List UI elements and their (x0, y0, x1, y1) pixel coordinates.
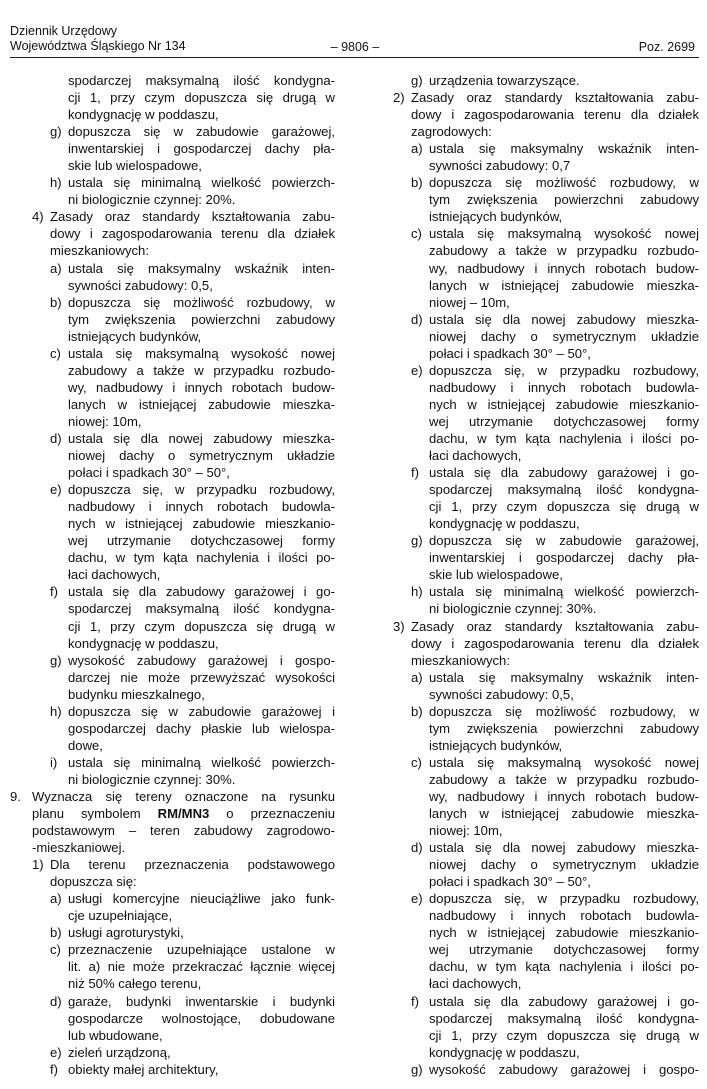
line-text: tym zwiększenia powierzchni zabudowy (68, 311, 335, 327)
line-text: nadbudowy i innych robotach budowla- (68, 499, 335, 515)
text-line (10, 413, 335, 430)
text-line (10, 362, 335, 379)
line-text: wy, nadbudowy i innych robotach budow- (68, 379, 335, 395)
line-text: mieszkaniowych: (50, 243, 149, 259)
text-line (393, 652, 699, 669)
line-text: cji 1, przy czym dopuszcza się drugą w (429, 499, 699, 515)
line-text: wysokość zabudowy garażowej i gospo- (429, 1061, 699, 1077)
line-text: usługi agroturystyki, (68, 925, 184, 941)
list-marker: b) (50, 294, 62, 310)
line-text: zieleń urządzoną, (68, 1044, 171, 1060)
line-text: obiekty małej architektury, (68, 1061, 219, 1077)
text-line (393, 1010, 699, 1027)
text-line (10, 720, 335, 737)
text-line (393, 515, 699, 532)
line-text: łaci dachowych, (429, 448, 522, 464)
list-marker: c) (50, 942, 61, 958)
line-text: inwentarskiej i gospodarczej dachy pła- (429, 550, 699, 566)
line-text: ustala się maksymalną wysokość nowej (68, 345, 335, 361)
text-line (393, 174, 699, 191)
list-marker: 3) (393, 618, 405, 634)
line-text: ni biologicznie czynnej: 20%. (68, 192, 236, 208)
text-line (10, 515, 335, 532)
list-marker: e) (411, 891, 423, 907)
line-text: usługi komercyjne nieuciążliwe jako funk- (68, 891, 335, 907)
line-text: połaci i spadkach 30° – 50°, (68, 465, 230, 481)
line-text: skie lub wielospadowe, (68, 158, 202, 174)
list-marker: 9. (10, 788, 21, 804)
list-marker: f) (50, 1061, 58, 1077)
text-line (393, 669, 699, 686)
line-text: zabudowy a także w przypadku rozbudo- (429, 243, 699, 259)
text-line (10, 703, 335, 720)
text-line (393, 498, 699, 515)
text-line (393, 703, 699, 720)
text-line (393, 1027, 699, 1044)
line-text: wej utrzymanie dotychczasowej formy (68, 533, 335, 549)
list-marker: g) (50, 652, 62, 668)
text-line (393, 430, 699, 447)
text-line (393, 975, 699, 992)
line-text: inwentarskiej i gospodarczej dachy pła- (68, 141, 335, 157)
journal-title: Dziennik Urzędowy (10, 24, 117, 38)
line-text: garaże, budynki inwentarskie i budynki (68, 993, 335, 1009)
line-text: wy, nadbudowy i innych robotach budow- (429, 260, 699, 276)
line-text: dachu, w tym kąta nachylenia i ilości po- (429, 959, 699, 975)
list-marker: a) (50, 260, 62, 276)
line-text: skie lub wielospadowe, (429, 567, 563, 583)
text-line (393, 294, 699, 311)
line-text: tym zwiększenia powierzchni zabudowy (429, 192, 699, 208)
line-text: ni biologicznie czynnej: 30%. (68, 771, 236, 787)
text-line (10, 1061, 335, 1078)
text-line (393, 1061, 699, 1078)
text-line (393, 379, 699, 396)
text-line (393, 89, 699, 106)
text-line (393, 191, 699, 208)
text-line (10, 140, 335, 157)
line-text: Wyznacza się tereny oznaczone na rysunku (32, 788, 335, 804)
right-column (393, 72, 699, 1078)
text-line (10, 89, 335, 106)
line-text: mieszkaniowych: (411, 652, 510, 668)
line-text: dachu, w tym kąta nachylenia i ilości po- (68, 550, 335, 566)
text-line (10, 328, 335, 345)
line-text: niowej – 10m, (429, 294, 510, 310)
text-line (10, 771, 335, 788)
line-text: ustala się dla zabudowy garażowej i go- (68, 584, 335, 600)
text-line (10, 754, 335, 771)
list-marker: c) (411, 754, 422, 770)
list-marker: e) (50, 482, 62, 498)
text-line (393, 583, 699, 600)
list-marker: g) (411, 73, 423, 88)
line-text: istniejących budynków, (429, 209, 563, 225)
text-line (10, 873, 335, 890)
text-line (10, 208, 335, 225)
line-text: połaci i spadkach 30° – 50°, (429, 345, 591, 361)
line-text: niż 50% całego terenu, (68, 976, 202, 992)
text-line (393, 277, 699, 294)
list-marker: d) (411, 840, 423, 856)
line-text: ustala się dla nowej zabudowy mieszka- (429, 311, 699, 327)
text-line (393, 72, 699, 89)
text-line (393, 123, 699, 140)
line-text: sywności zabudowy: 0,7 (429, 158, 571, 174)
list-marker: 2) (393, 90, 405, 106)
list-marker: d) (411, 311, 423, 327)
list-marker: d) (50, 430, 62, 446)
line-text: nadbudowy i innych robotach budowla- (429, 908, 699, 924)
line-text: urządzenia towarzyszące. (429, 73, 580, 88)
line-text: cji 1, przy czym dopuszcza się drugą w (429, 1027, 699, 1043)
line-text: kondygnację w poddaszu, (68, 635, 219, 651)
line-text: tym zwiększenia powierzchni zabudowy (429, 720, 699, 736)
list-marker: h) (411, 584, 423, 600)
text-line (393, 242, 699, 259)
text-line (10, 788, 335, 805)
text-line (10, 635, 335, 652)
text-line (10, 311, 335, 328)
line-text: niowej dachy o symetrycznym układzie (68, 448, 335, 464)
text-line (10, 225, 335, 242)
line-text: dopuszcza się: (50, 874, 137, 890)
text-line (10, 106, 335, 123)
text-line (393, 157, 699, 174)
text-line (10, 737, 335, 754)
text-line (393, 890, 699, 907)
list-marker: f) (411, 465, 419, 481)
line-text: nych w istniejącej zabudowie mieszkanio- (429, 925, 699, 941)
text-line (10, 532, 335, 549)
line-text: ustala się minimalną wielkość powierzch- (68, 754, 335, 770)
list-marker: h) (50, 175, 62, 191)
text-line (393, 225, 699, 242)
text-line (10, 993, 335, 1010)
text-line (10, 549, 335, 566)
text-line (393, 856, 699, 873)
text-line (10, 345, 335, 362)
line-text: dopuszcza się w zabudowie garażowej, (68, 124, 335, 140)
left-column (10, 72, 335, 1078)
line-text: cje uzupełniające, (68, 908, 173, 924)
text-line (10, 464, 335, 481)
line-text: gospodarczej dachy płaskie lub wielospa- (68, 720, 335, 736)
line-text: niowej: 10m, (68, 413, 142, 429)
line-text: wysokość zabudowy garażowej i gospo- (68, 652, 335, 668)
text-line (10, 583, 335, 600)
text-line (10, 123, 335, 140)
text-line (10, 890, 335, 907)
text-line (10, 157, 335, 174)
line-text: niowej dachy o symetrycznym układzie (429, 328, 699, 344)
text-line (10, 430, 335, 447)
text-line (393, 362, 699, 379)
list-marker: f) (50, 584, 58, 600)
list-marker: 1) (32, 857, 44, 873)
text-line (393, 1044, 699, 1061)
line-text: Dla terenu przeznaczenia podstawowego (50, 857, 335, 873)
journal-issue: Województwa Śląskiego Nr 134 (10, 39, 186, 53)
page-header (0, 0, 707, 62)
line-text: dopuszcza się możliwość rozbudowy, w (68, 294, 335, 310)
text-line (10, 1010, 335, 1027)
text-line (10, 958, 335, 975)
text-line (393, 771, 699, 788)
line-text: cji 1, przy czym dopuszcza się drugą w (68, 90, 335, 106)
text-line (10, 839, 335, 856)
text-line (393, 754, 699, 771)
line-text: ni biologicznie czynnej: 30%. (429, 601, 597, 617)
line-text: Zasady oraz standardy kształtowania zabu- (50, 209, 335, 225)
line-text: dowe, (68, 737, 103, 753)
line-text: łaci dachowych, (429, 976, 522, 992)
text-line (393, 464, 699, 481)
text-line (10, 191, 335, 208)
text-line (393, 686, 699, 703)
text-line (10, 805, 335, 822)
line-text: sywności zabudowy: 0,5, (68, 277, 213, 293)
text-line (393, 396, 699, 413)
line-text: dowy i zagospodarowania terenu dla działek (50, 226, 335, 242)
line-text: sywności zabudowy: 0,5, (429, 686, 574, 702)
line-text: ustala się maksymalny wskaźnik inten- (429, 669, 699, 685)
line-text: dachu, w tym kąta nachylenia i ilości po- (429, 430, 699, 446)
text-line (393, 924, 699, 941)
line-text: przeznaczenie uzupełniające ustalone w (68, 942, 335, 958)
line-text: cji 1, przy czym dopuszcza się drugą w (68, 618, 335, 634)
line-text: budynku mieszkalnego, (68, 686, 205, 702)
plan-symbol: RM/MN3 (157, 806, 210, 822)
text-line (393, 720, 699, 737)
line-text: spodarczej maksymalną ilość kondygna- (68, 73, 335, 88)
line-text: niowej: 10m, (429, 823, 503, 839)
line-text: kondygnację w poddaszu, (68, 107, 219, 123)
line-text: Zasady oraz standardy kształtowania zabu- (411, 618, 699, 634)
text-line (393, 993, 699, 1010)
line-text-part: o przeznaczeniu (209, 806, 335, 822)
line-text: lit. a) nie może przekraczać łącznie więcej (68, 959, 335, 975)
line-text: Zasady oraz standardy kształtowania zabu- (411, 90, 699, 106)
text-line (393, 106, 699, 123)
line-text: kondygnację w poddaszu, (429, 516, 580, 532)
line-text: ustala się maksymalną wysokość nowej (429, 226, 699, 242)
list-marker: i) (50, 754, 58, 770)
text-line (393, 941, 699, 958)
line-text: dopuszcza się, w przypadku rozbudowy, (429, 891, 699, 907)
text-line (393, 311, 699, 328)
text-line (10, 652, 335, 669)
line-text: nadbudowy i innych robotach budowla- (429, 379, 699, 395)
line-text: -mieszkaniowej. (32, 840, 126, 856)
text-line (393, 328, 699, 345)
line-text: lanych w istniejącej zabudowie mieszka- (429, 277, 699, 293)
line-text: dopuszcza się, w przypadku rozbudowy, (68, 482, 335, 498)
text-line (393, 566, 699, 583)
line-text (32, 805, 335, 822)
text-line (393, 600, 699, 617)
line-text: niowej dachy o symetrycznym układzie (429, 857, 699, 873)
text-line (10, 379, 335, 396)
text-line (10, 907, 335, 924)
text-line (10, 924, 335, 941)
line-text: łaci dachowych, (68, 567, 161, 583)
line-text: ustala się dla nowej zabudowy mieszka- (68, 430, 335, 446)
list-marker: 4) (32, 209, 44, 225)
line-text: ustala się maksymalną wysokość nowej (429, 754, 699, 770)
text-line (10, 566, 335, 583)
position-number: Poz. 2699 (638, 40, 695, 54)
line-text: gospodarcze wolnostojące, dobudowane (68, 1010, 335, 1026)
text-line (393, 532, 699, 549)
text-line (10, 856, 335, 873)
text-line (10, 174, 335, 191)
list-marker: c) (411, 226, 422, 242)
line-text: nych w istniejącej zabudowie mieszkanio- (68, 516, 335, 532)
text-line (10, 686, 335, 703)
line-text: zagrodowych: (411, 124, 492, 140)
text-line (393, 839, 699, 856)
text-line (393, 481, 699, 498)
line-text: ustala się minimalną wielkość powierzch- (68, 175, 335, 191)
line-text: połaci i spadkach 30° – 50°, (429, 874, 591, 890)
text-line (10, 277, 335, 294)
text-line (10, 447, 335, 464)
line-text: ustala się maksymalny wskaźnik inten- (68, 260, 335, 276)
line-text: ustala się maksymalny wskaźnik inten- (429, 141, 699, 157)
text-line (393, 345, 699, 362)
text-line (393, 618, 699, 635)
page-number: – 9806 – (330, 40, 380, 54)
line-text: kondygnację w poddaszu, (429, 1044, 580, 1060)
list-marker: b) (411, 175, 423, 191)
line-text: lanych w istniejącej zabudowie mieszka- (429, 806, 699, 822)
line-text: wej utrzymanie dotychczasowej formy (429, 942, 699, 958)
line-text: dowy i zagospodarowania terenu dla działek (411, 107, 699, 123)
text-line (393, 822, 699, 839)
list-marker: g) (411, 533, 423, 549)
line-text: istniejących budynków, (68, 328, 202, 344)
text-line (10, 481, 335, 498)
list-marker: c) (50, 345, 61, 361)
list-marker: f) (411, 993, 419, 1009)
line-text: zabudowy a także w przypadku rozbudo- (429, 771, 699, 787)
text-line (10, 618, 335, 635)
list-marker: g) (411, 1061, 423, 1077)
text-line (393, 140, 699, 157)
text-line (10, 498, 335, 515)
list-marker: g) (50, 124, 62, 140)
text-line (10, 396, 335, 413)
line-text: darczej nie może przewyższać wysokości (68, 669, 335, 685)
line-text: dopuszcza się w zabudowie garażowej i (68, 703, 335, 719)
text-line (393, 873, 699, 890)
list-marker: d) (50, 993, 62, 1009)
text-line (10, 1027, 335, 1044)
list-marker: a) (411, 669, 423, 685)
line-text-part: planu symbolem (32, 806, 158, 822)
list-marker: b) (411, 703, 423, 719)
text-line (10, 72, 335, 89)
line-text: zabudowy a także w przypadku rozbudo- (68, 362, 335, 378)
line-text: dopuszcza się możliwość rozbudowy, w (429, 175, 699, 191)
text-line (10, 975, 335, 992)
text-line (393, 447, 699, 464)
line-text: ustala się dla zabudowy garażowej i go- (429, 993, 699, 1009)
text-line (10, 669, 335, 686)
list-marker: b) (50, 925, 62, 941)
line-text: ustala się dla nowej zabudowy mieszka- (429, 840, 699, 856)
line-text: ustala się dla zabudowy garażowej i go- (429, 465, 699, 481)
line-text: spodarczej maksymalną ilość kondygna- (429, 1010, 699, 1026)
line-text: dopuszcza się, w przypadku rozbudowy, (429, 362, 699, 378)
text-line (393, 635, 699, 652)
list-marker: e) (50, 1044, 62, 1060)
line-text: lub wbudowane, (68, 1027, 163, 1043)
text-line (393, 907, 699, 924)
line-text: dopuszcza się w zabudowie garażowej, (429, 533, 699, 549)
text-line (10, 1044, 335, 1061)
text-line (393, 260, 699, 277)
text-line (10, 941, 335, 958)
list-marker: a) (50, 891, 62, 907)
line-text: ustala się minimalną wielkość powierzch- (429, 584, 699, 600)
list-marker: h) (50, 703, 62, 719)
line-text: dowy i zagospodarowania terenu dla działek (411, 635, 699, 651)
text-line (393, 737, 699, 754)
line-text: wej utrzymanie dotychczasowej formy (429, 413, 699, 429)
text-line (393, 413, 699, 430)
line-text: spodarczej maksymalną ilość kondygna- (68, 601, 335, 617)
text-line (393, 805, 699, 822)
text-line (393, 549, 699, 566)
text-line (10, 260, 335, 277)
line-text: wy, nadbudowy i innych robotach budow- (429, 788, 699, 804)
text-line (393, 208, 699, 225)
text-line (393, 788, 699, 805)
text-line (10, 294, 335, 311)
text-line (10, 242, 335, 259)
text-line (393, 958, 699, 975)
list-marker: a) (411, 141, 423, 157)
line-text: lanych w istniejącej zabudowie mieszka- (68, 396, 335, 412)
list-marker: e) (411, 362, 423, 378)
header-rule (10, 57, 699, 58)
text-line (10, 822, 335, 839)
line-text: dopuszcza się możliwość rozbudowy, w (429, 703, 699, 719)
text-line (10, 600, 335, 617)
line-text: nych w istniejącej zabudowie mieszkanio- (429, 396, 699, 412)
line-text: podstawowym – teren zabudowy zagrodowo- (32, 823, 335, 839)
line-text: istniejących budynków, (429, 737, 563, 753)
line-text: spodarczej maksymalną ilość kondygna- (429, 482, 699, 498)
